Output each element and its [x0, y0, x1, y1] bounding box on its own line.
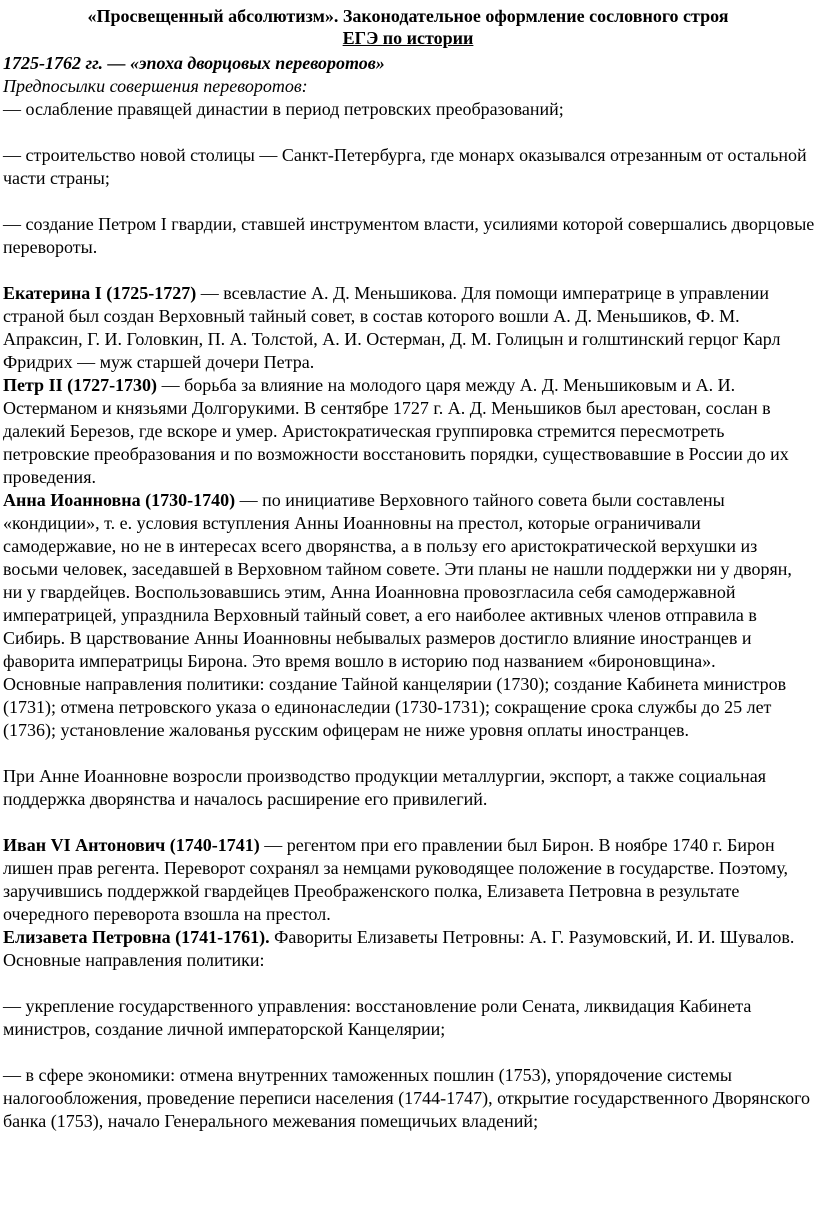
document-subtitle: ЕГЭ по истории	[342, 28, 474, 48]
ruler-peter2	[3, 374, 815, 489]
precondition-item: — создание Петром I гвардии, ставшей инструментом власти, усилиями которой совершались дворцовые перевороты.	[3, 214, 815, 257]
ruler-description: — борьба за влияние на молодого царя между А. Д. Меньшиковым и А. И. Остерманом и князьями Долгорукими. В сентябре 1727 г. А. Д. Меньшиков был арестован, сослан в далекий Березов, где вскоре и умер. Аристократическая группировка стремится пересмотреть петровские преобразования и по возможности восстановить порядки, существовавшие в России до их проведения.	[3, 375, 789, 487]
preconditions-heading: Предпосылки совершения переворотов:	[3, 76, 308, 96]
ruler-description: — по инициативе Верховного тайного совета были составлены «кондиции», т. е. условия вступления Анны Иоанновны на престол, которые ограничивали самодержавие, но не в интересах всего дворянства, а в пользу его аристократической верхушки из восьми человек, заседавшей в Верховном тайном совете. Эти планы не нашли поддержки ни у дворян, ни у гвардейцев. Воспользовавшись этим, Анна Иоанновна провозгласила себя самодержавной императрицей, упразднила Верховный тайный совет, а его наиболее активных членов отправила в Сибирь. В царствование Анны Иоанновны небывалых размеров достигло влияние иностранцев и фаворита императрицы Бирона. Это время вошло в историю под названием «бироновщина».	[3, 490, 792, 671]
elizabeth-policy-heading: Основные направления политики:	[3, 950, 265, 970]
precondition-item: — ослабление правящей династии в период петровских преобразований;	[3, 99, 564, 119]
ruler-anna	[3, 489, 815, 673]
anna-policy: Основные направления политики: создание Тайной канцелярии (1730); создание Кабинета министров (1731); отмена петровского указа о единонаследии (1730-1731); сокращение срока службы до 25 лет (1736); установление жалованья русским офицерам не ниже уровня оплаты иностранцев.	[3, 674, 787, 740]
ruler-description: — всевластие А. Д. Меньшикова. Для помощи императрице в управлении страной был создан Верховный тайный совет, в состав которого вошли А. Д. Меньшиков, Ф. М. Апраксин, Г. И. Головкин, П. А. Толстой, А. И. Остерман, Д. М. Голицын и голштинский герцог Карл Фридрих — муж старшей дочери Петра.	[3, 283, 781, 372]
elizabeth-policy-item: — в сфере экономики: отмена внутренних таможенных пошлин (1753), упорядочение системы налогообложения, проведение переписи населения (1744-1747), открытие государственного Дворянского банка (1753), начало Генерального межевания помещичьих владений;	[3, 1065, 811, 1131]
ruler-name: Елизавета Петровна (1741-1761).	[3, 927, 270, 947]
precondition-item: — строительство новой столицы — Санкт-Петербурга, где монарх оказывался отрезанным от остальной части страны;	[3, 145, 807, 188]
ruler-ivan	[3, 834, 815, 926]
ruler-name: Иван VI Антонович (1740-1741)	[3, 835, 260, 855]
ruler-description: Фавориты Елизаветы Петровны: А. Г. Разумовский, И. И. Шувалов.	[269, 927, 795, 947]
anna-economy: При Анне Иоанновне возросли производство продукции металлургии, экспорт, а также социальная поддержка дворянства и началось расширение его привилегий.	[3, 766, 766, 809]
ruler-name: Петр II (1727-1730)	[3, 375, 158, 395]
ruler-description: — регентом при его правлении был Бирон. В ноябре 1740 г. Бирон лишен прав регента. Переворот сохранял за немцами руководящее положение в государстве. Поэтому, заручившись поддержкой гвардейцев Преображенского полка, Елизавета Петровна в результате очередного переворота взошла на престол.	[3, 835, 789, 924]
ruler-catherine	[3, 282, 815, 374]
ruler-elizabeth	[3, 926, 815, 949]
document-title: «Просвещенный абсолютизм». Законодательное оформление сословного строя	[87, 6, 729, 26]
document-body	[3, 52, 815, 1133]
ruler-name: Анна Иоанновна (1730-1740)	[3, 490, 236, 510]
era-heading: 1725-1762 гг. — «эпоха дворцовых переворотов»	[3, 53, 385, 73]
elizabeth-policy-item: — укрепление государственного управления: восстановление роли Сената, ликвидация Кабинета министров, создание личной императорской Канцелярии;	[3, 996, 752, 1039]
ruler-name: Екатерина I (1725-1727)	[3, 283, 197, 303]
